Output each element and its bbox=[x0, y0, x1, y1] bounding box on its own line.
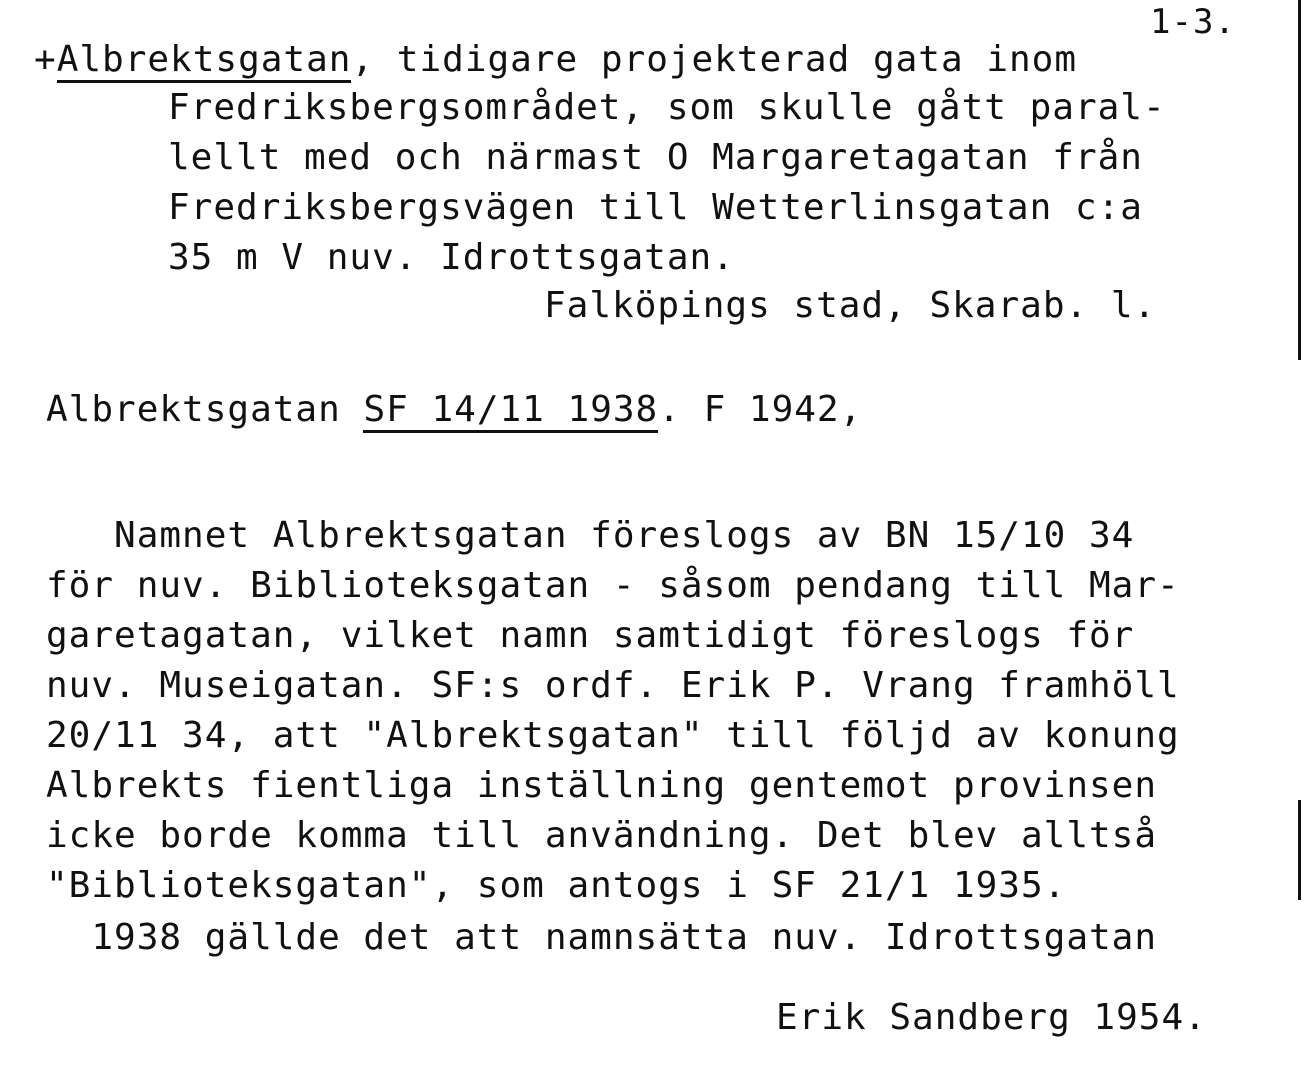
signature: Erik Sandberg 1954. bbox=[776, 997, 1207, 1038]
body-line: nuv. Museigatan. SF:s ordf. Erik P. Vrang framhöll bbox=[46, 665, 1180, 706]
heading-line bbox=[34, 38, 1077, 82]
description-line: 35 m V nuv. Idrottsgatan. bbox=[168, 237, 735, 278]
description-line: lellt med och närmast O Margaretagatan från bbox=[168, 137, 1143, 178]
decision-rest: . F 1942, bbox=[658, 389, 863, 430]
body-line: 1938 gällde det att namnsätta nuv. Idrottsgatan bbox=[46, 917, 1158, 958]
description-line: Fredriksbergsområdet, som skulle gått paral- bbox=[168, 87, 1166, 128]
location-line: Falköpings stad, Skarab. l. bbox=[544, 285, 1157, 326]
description-line: Fredriksbergsvägen till Wetterlinsgatan c:a bbox=[168, 187, 1143, 228]
scan-edge-mark bbox=[1298, 0, 1301, 360]
heading-title: Albrektsgatan bbox=[57, 39, 352, 83]
body-line: garetagatan, vilket namn samtidigt föreslogs för bbox=[46, 615, 1135, 656]
body-line: Namnet Albrektsgatan föreslogs av BN 15/10 34 bbox=[46, 515, 1135, 556]
body-line: 20/11 34, att "Albrektsgatan" till följd av konung bbox=[46, 715, 1180, 756]
body-line: för nuv. Biblioteksgatan - såsom pendang till Mar- bbox=[46, 565, 1180, 606]
body-line: "Biblioteksgatan", som antogs i SF 21/1 1935. bbox=[46, 865, 1067, 906]
card-reference: 1-3. bbox=[1150, 2, 1236, 42]
decision-line bbox=[46, 388, 862, 432]
scan-edge-mark bbox=[1298, 800, 1301, 900]
heading-description: , tidigare projekterad gata inom bbox=[351, 39, 1078, 80]
body-line: Albrekts fientliga inställning gentemot provinsen bbox=[46, 765, 1158, 806]
decision-name: Albrektsgatan bbox=[46, 389, 341, 430]
decision-reference: SF 14/11 1938 bbox=[363, 389, 658, 433]
heading-marker: + bbox=[34, 39, 57, 80]
body-line: icke borde komma till användning. Det blev alltså bbox=[46, 815, 1158, 856]
